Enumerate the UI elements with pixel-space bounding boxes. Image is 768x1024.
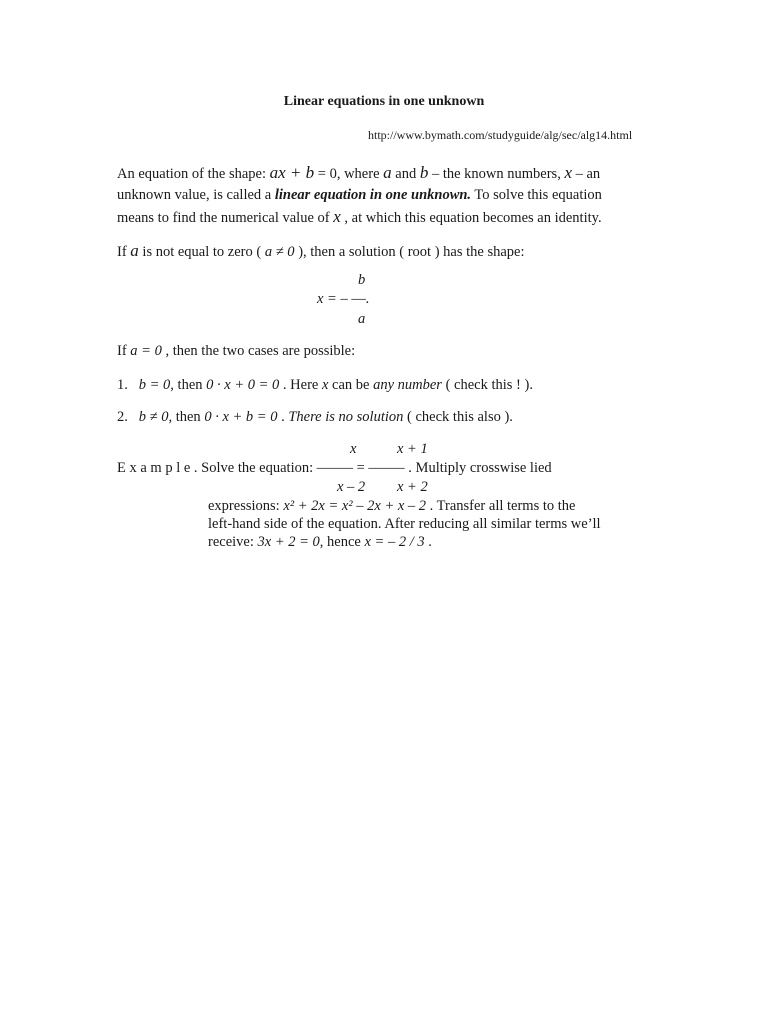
example-continuation <box>208 497 601 551</box>
case-1-line: 1. b = 0, then 0 · x + 0 = 0 . Here x can be any number ( check this ! ). <box>117 377 533 393</box>
intro-line-3: means to find the numerical value of x , at which this equation becomes an identity. <box>117 207 602 226</box>
source-url[interactable]: http://www.bymath.com/studyguide/alg/sec/alg14.html <box>368 128 633 142</box>
example-line-4: receive: 3x + 2 = 0, hence x = – 2 / 3 . <box>208 534 432 550</box>
term-highlight: linear equation in one unknown. <box>274 187 472 203</box>
example-line-1: E x a m p l e . Solve the equation: ––––– = ––––– . Multiply crosswise lied <box>117 460 552 476</box>
fraction-numerator: b <box>358 272 366 288</box>
page-title: Linear equations in one unknown <box>283 94 485 109</box>
case-2-line: 2. b ≠ 0, then 0 · x + b = 0 . There is no solution ( check this also ). <box>117 409 513 425</box>
case-zero-line: If a = 0 , then the two cases are possible: <box>117 343 356 359</box>
intro-line-2: unknown value, is called a linear equation in one unknown. To solve this equation <box>117 187 602 203</box>
example-line-3: left-hand side of the equation. After reducing all similar terms we’ll <box>208 516 601 532</box>
fraction-expression: x = – ––. <box>317 291 370 307</box>
case-nonzero-line: If a is not equal to zero ( a ≠ 0 ), then a solution ( root ) has the shape: <box>117 241 525 260</box>
example-numerator-left: x <box>350 441 357 457</box>
example-line-2: expressions: x² + 2x = x² – 2x + x – 2 . Transfer all terms to the <box>208 498 576 514</box>
intro-paragraph <box>117 162 662 229</box>
example-numerator-right: x + 1 <box>397 441 428 457</box>
intro-line-1: An equation of the shape: ax + b = 0, where a and b – the known numbers, x – an <box>117 163 601 182</box>
fraction-denominator: a <box>358 311 366 327</box>
example-label: E x a m p l e <box>117 460 191 476</box>
example-denominator-right: x + 2 <box>397 479 428 495</box>
example-denominator-left: x – 2 <box>337 479 366 495</box>
